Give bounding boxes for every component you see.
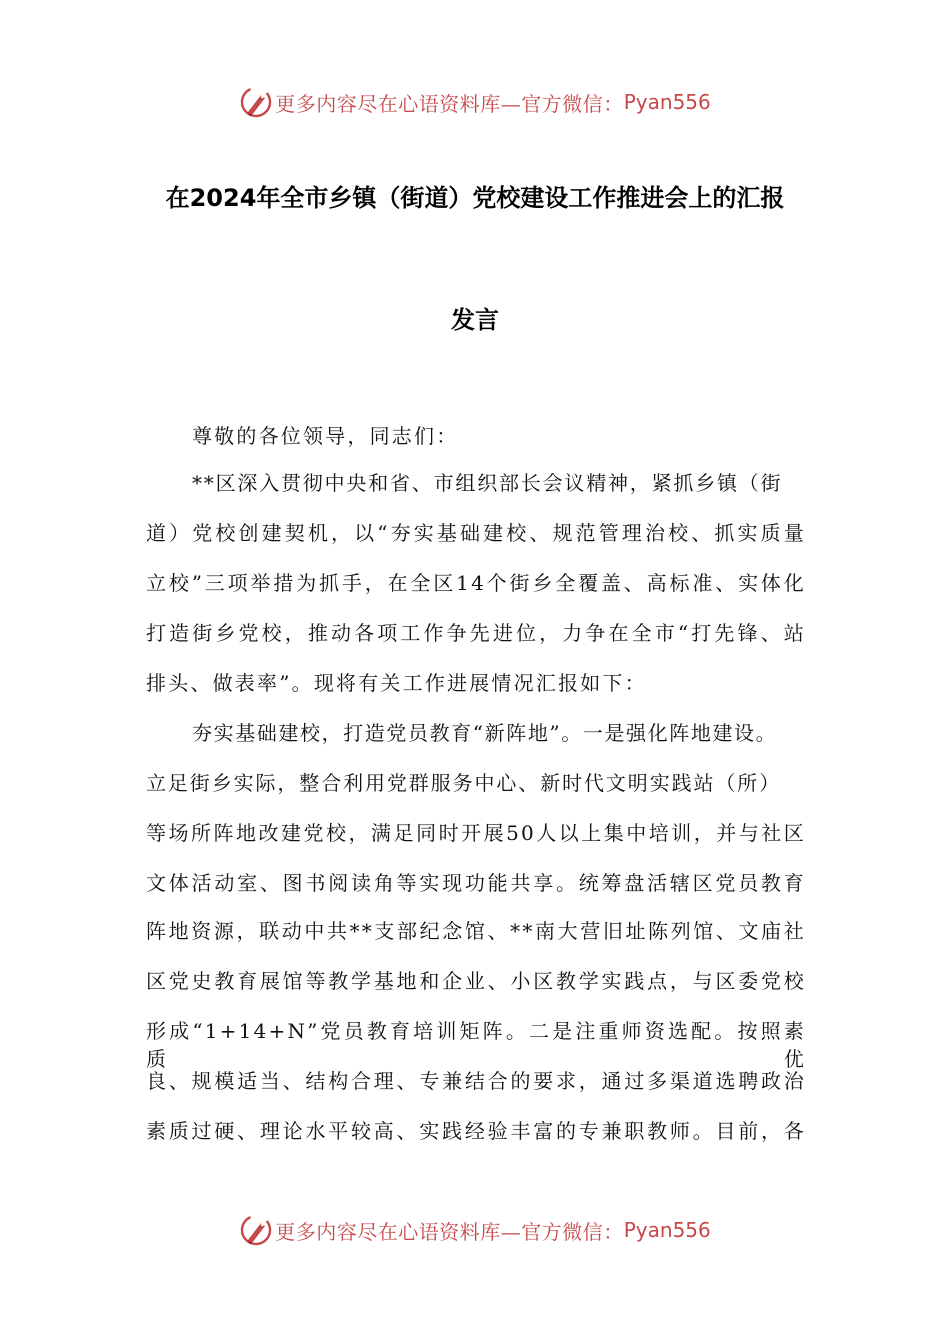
watermark-text: 更多内容尽在心语资料库—官方微信：: [275, 91, 624, 116]
paragraph-line: 等场所阵地改建党校，满足同时开展50人以上集中培训，并与社区: [146, 821, 806, 845]
paragraph-line: 打造街乡党校，推动各项工作争先进位，力争在全市“打先锋、站: [146, 621, 806, 645]
document-title: 在2024年全市乡镇（街道）党校建设工作推进会上的汇报: [165, 184, 785, 212]
paragraph-line: 立校”三项举措为抓手，在全区14个街乡全覆盖、高标准、实体化: [146, 571, 806, 595]
watermark-brand: Pyan556: [623, 90, 711, 114]
paragraph-line: 素质过硬、理论水平较高、实践经验丰富的专兼职教师。目前，各: [146, 1119, 806, 1143]
paragraph-line: 道）党校创建契机，以“夯实基础建校、规范管理治校、抓实质量: [146, 521, 806, 545]
salutation: 尊敬的各位领导，同志们：: [192, 424, 459, 448]
document-title-continued: 发言: [451, 306, 499, 334]
paragraph-line: 排头、做表率”。现将有关工作进展情况汇报如下：: [146, 671, 647, 695]
paragraph-line: 夯实基础建校，打造党员教育“新阵地”。一是强化阵地建设。: [192, 721, 778, 745]
paragraph-line: 形成“1+14+N”党员教育培训矩阵。二是注重师资选配。按照素质优: [146, 1019, 806, 1071]
watermark-text: 更多内容尽在心语资料库—官方微信：: [275, 1219, 624, 1244]
paragraph-line: 区党史教育展馆等教学基地和企业、小区教学实践点，与区委党校: [146, 969, 806, 993]
pen-logo-icon: [239, 1213, 273, 1247]
watermark-footer: [0, 1210, 950, 1250]
watermark-brand: Pyan556: [623, 1218, 711, 1242]
paragraph-line: 良、规模适当、结构合理、专兼结合的要求，通过多渠道选聘政治: [146, 1069, 806, 1093]
paragraph-line: **区深入贯彻中央和省、市组织部长会议精神，紧抓乡镇（街: [192, 471, 783, 495]
paragraph-line: 立足街乡实际，整合利用党群服务中心、新时代文明实践站（所）: [146, 771, 782, 795]
pen-logo-icon: [239, 85, 273, 119]
paragraph-line: 文体活动室、图书阅读角等实现功能共享。统筹盘活辖区党员教育: [146, 871, 806, 895]
paragraph-line: 阵地资源，联动中共**支部纪念馆、**南大营旧址陈列馆、文庙社: [146, 919, 806, 943]
watermark-header: [0, 82, 950, 122]
